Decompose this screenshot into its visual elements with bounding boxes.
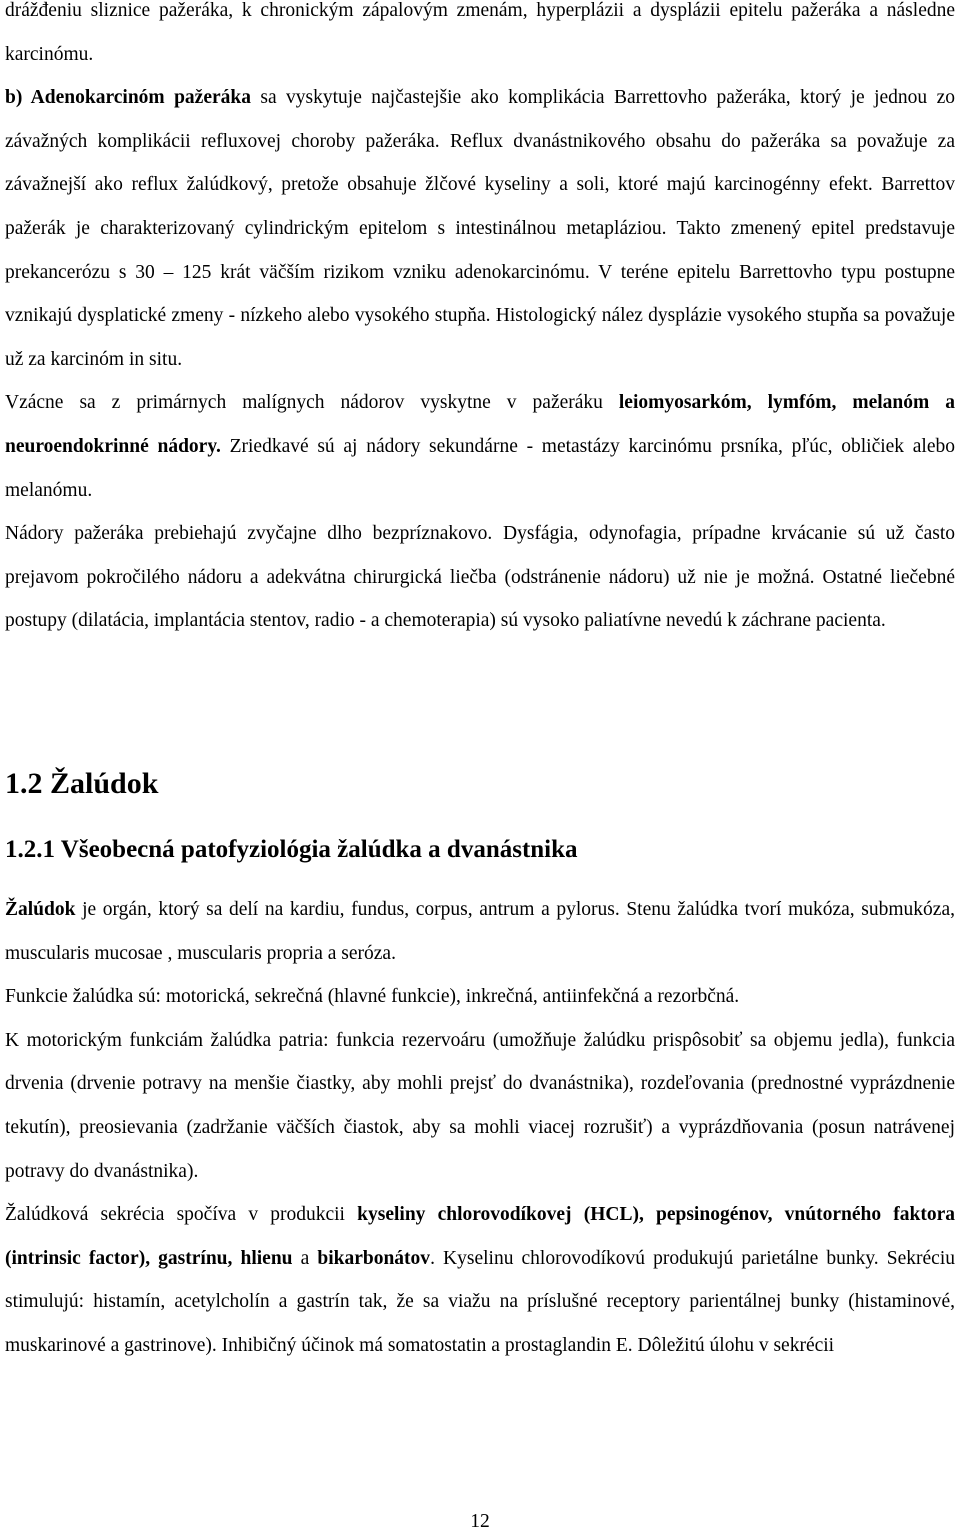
paragraph-text: Zriedkavé sú aj nádory sekundárne - metastázy karcinómu prsníka, pľúc, obličiek alebo melanómu. [5,435,955,501]
bold-term: kyseliny chlorovodíkovej (HCL), pepsinogénov, vnútorného faktora (intrinsic factor), gastrínu, hlienu [5,1204,955,1269]
paragraph-text: a [292,1247,318,1269]
page-number: 12 [470,1511,490,1532]
paragraph-adenocarcinoma [5,76,955,381]
paragraph-text: . Kyselinu chlorovodíkovú produkujú parietálne bunky. Sekréciu stimulujú: histamín, acetylcholín a gastrín tak, že sa viažu na príslušné receptory parientálnej bunky (histaminové, muskarinové a gastrinove). Inhibičný účinok má somatostatin a prostaglandin E. Dôležitú úlohu v sekrécii [5,1247,955,1356]
document-page [5,0,955,643]
bold-term: leiomyosarkóm, lymfóm, melanóm a neuroendokrinné nádory. [5,392,955,457]
bold-term: bikarbonátov [317,1247,431,1269]
paragraph-text: je orgán, ktorý sa delí na kardiu, fundus, corpus, antrum a pylorus. Stenu žalúdka tvorí mukóza, submukóza, muscularis mucosae , muscularis propria a seróza. [5,899,955,964]
paragraph-text: sa vyskytuje najčastejšie ako komplikácia Barrettovho pažeráka, ktorý je jednou zo závažných komplikácii refluxovej choroby pažeráka. Reflux dvanástnikového obsahu do pažeráka sa považuje za závažnejší ako reflux žalúdkový, pretože obsahuje žlčové kyseliny a soli, ktoré majú karcinogénny efekt. Barrettov pažerák je charakterizovaný cylindrickým epitelom s intestinálnou metapláziou. Takto zmenený epitel predstavuje prekancerózu s 30 – 125 krát väčším rizikom vzniku adenokarcinómu. V teréne epitelu Barrettovho typu postupne vznikajú dysplatické zmeny - nízkeho alebo vysokého stupňa. Histologický nález dysplázie vysokého stupňa sa považuje už za karcinóm in situ. [5,87,956,370]
paragraph-stomach [5,888,955,975]
bold-term: b) Adenokarcinóm pažeráka [5,87,251,109]
paragraph-text: Vzácne sa z primárnych malígnych nádorov vyskytne v pažeráku [5,392,619,414]
paragraph-motor-functions: K motorickým funkciám žalúdka patria: funkcia rezervoáru (umožňuje žalúdku prispôsobiť sa objemu jedla), funkcia drvenia (drvenie potravy na menšie čiastky, aby mohli prejsť do dvanástnika), rozdeľovania (prednostné vyprázdnenie tekutín), preosievania (zadržanie väčších čiastok, aby sa mohli viacej rozrušiť) a vyprázdňovania (posun natrávenej potravy do dvanástnika). [5,1029,955,1182]
section-heading: 1.2 Žalúdok [5,767,159,800]
section-body [5,888,955,1368]
paragraph-rare-tumors [5,381,955,512]
bold-term: Žalúdok [5,899,76,920]
paragraph-symptoms: Nádory pažeráka prebiehajú zvyčajne dlho bezpríznakovo. Dysfágia, odynofagia, prípadne krvácanie sú už často prejavom pokročilého nádoru a adekvátna chirurgická liečba (odstránenie nádoru) už nie je možná. Ostatné liečebné postupy (dilatácia, implantácia stentov, radio - a chemoterapia) sú vysoko paliatívne nevedú k záchrane pacienta. [5,523,955,632]
subsection-heading: 1.2.1 Všeobecná patofyziológia žalúdka a dvanástnika [5,836,578,863]
paragraph-text: Žalúdková sekrécia spočíva v produkcii [5,1204,358,1226]
paragraph: drážđeniu sliznice pažeráka, k chronickým zápalovým zmenám, hyperplázii a dysplázii epitelu pažeráka a následne karcinómu. [5,0,955,65]
paragraph-functions: Funkcie žalúdka sú: motorická, sekrečná (hlavné funkcie), inkrečná, antiinfekčná a rezorbčná. [5,986,740,1008]
paragraph-secretion [5,1193,955,1367]
